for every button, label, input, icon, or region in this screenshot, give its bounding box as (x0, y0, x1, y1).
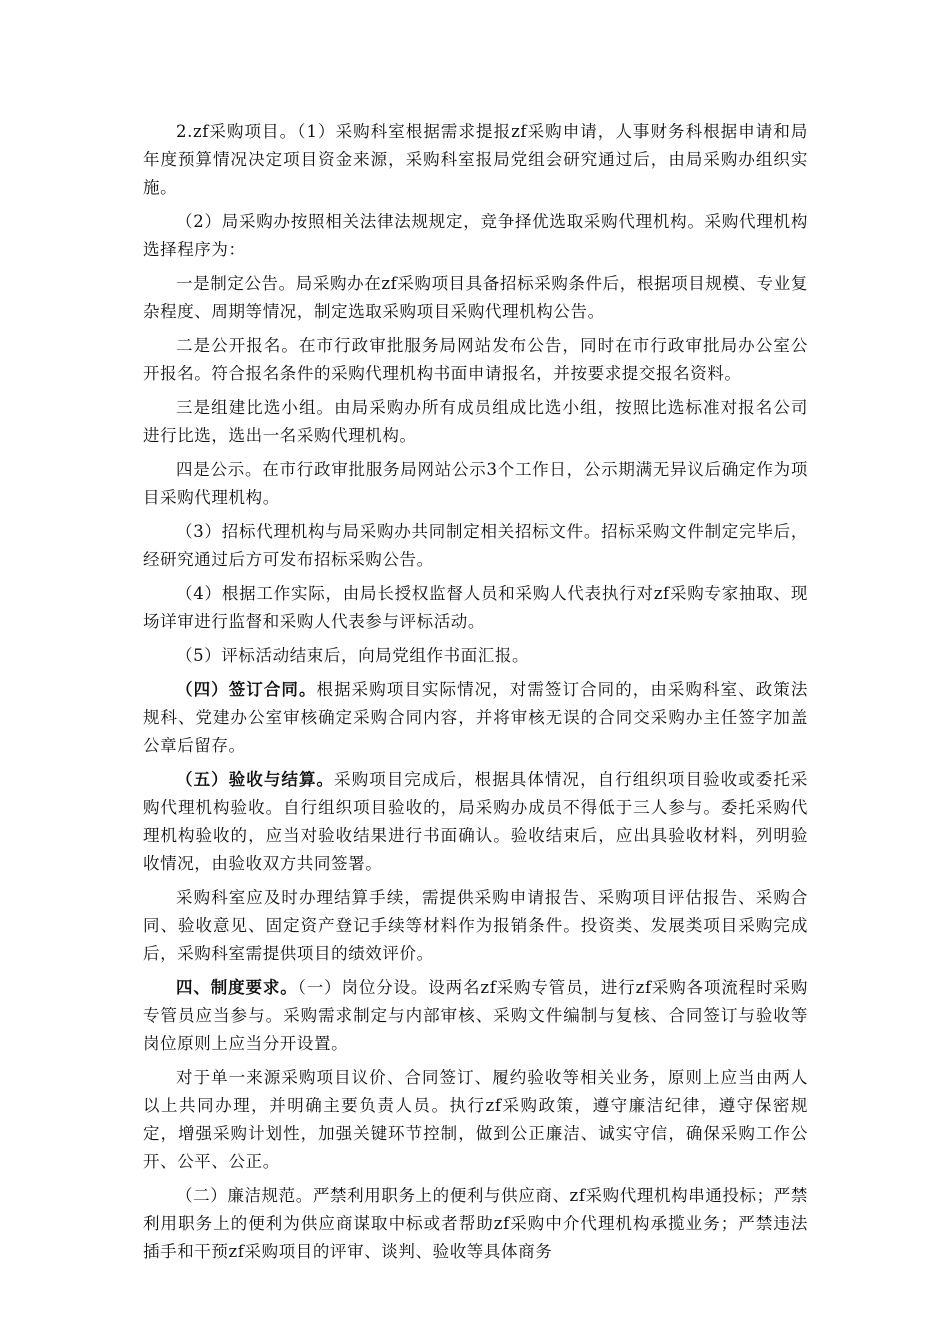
paragraph-8 (143, 580, 808, 636)
paragraph-7 (143, 518, 808, 574)
paragraph-6 (143, 456, 808, 512)
paragraph-text: （4）根据工作实际，由局长授权监督人员和采购人代表执行对zf采购专家抽取、现场详审进行监督和采购人代表参与评标活动。 (143, 584, 808, 631)
paragraph-text: 采购项目完成后，根据具体情况，自行组织项目验收或委托采购代理机构验收。自行组织项目验收的，局采购办成员不得低于三人参与。委托采购代理机构验收的，应当对验收结果进行书面确认。验收结束后，应出具验收材料，列明验收情况，由验收双方共同签署。 (143, 770, 809, 873)
paragraph-text: （2）局采购办按照相关法律法规规定，竞争择优选取采购代理机构。采购代理机构选择程序为： (143, 212, 808, 259)
paragraph-9 (143, 642, 808, 670)
paragraph-text: （一）岗位分设。设两名zf采购专管员，进行zf采购各项流程时采购专管员应当参与。采购需求制定与内部审核、采购文件编制与复核、合同签订与验收等岗位原则上应当分开设置。 (143, 978, 808, 1053)
paragraph-text: （3）招标代理机构与局采购办共同制定相关招标文件。招标采购文件制定完毕后，经研究通过后方可发布招标采购公告。 (143, 522, 808, 569)
paragraph-14 (143, 1064, 808, 1176)
paragraph-text: 二是公开报名。在市行政审批服务局网站发布公告，同时在市行政审批局办公室公开报名。符合报名条件的采购代理机构书面申请报名，并按要求提交报名资料。 (143, 336, 808, 383)
paragraph-text: 四是公示。在市行政审批服务局网站公示3个工作日，公示期满无异议后确定作为项目采购代理机构。 (143, 460, 808, 507)
paragraph-text: （二）廉洁规范。严禁利用职务上的便利与供应商、zf采购代理机构串通投标；严禁利用职务上的便利为供应商谋取中标或者帮助zf采购中介代理机构承揽业务；严禁违法插手和干预zf采购项目的评审、谈判、验收等具体商务 (143, 1186, 808, 1261)
paragraph-2 (143, 208, 808, 264)
paragraph-text: 根据采购项目实际情况，对需签订合同的，由采购科室、政策法规科、党建办公室审核确定采购合同内容，并将审核无误的合同交采购办主任签字加盖公章后留存。 (143, 680, 808, 755)
paragraph-text: 三是组建比选小组。由局采购办所有成员组成比选小组，按照比选标准对报名公司进行比选，选出一名采购代理机构。 (143, 398, 808, 445)
paragraph-text: 对于单一来源采购项目议价、合同签订、履约验收等相关业务，原则上应当由两人以上共同办理，并明确主要负责人员。执行zf采购政策，遵守廉洁纪律，遵守保密规定，增强采购计划性，加强关键环节控制，做到公正廉洁、诚实守信，确保采购工作公开、公平、公正。 (143, 1068, 808, 1171)
paragraph-text: （5）评标活动结束后，向局党组作书面汇报。 (176, 646, 530, 665)
paragraph-5 (143, 394, 808, 450)
document-body (143, 118, 808, 1272)
paragraph-13 (143, 974, 808, 1058)
paragraph-3 (143, 270, 808, 326)
paragraph-text: 采购科室应及时办理结算手续，需提供采购申请报告、采购项目评估报告、采购合同、验收意见、固定资产登记手续等材料作为报销条件。投资类、发展类项目采购完成后，采购科室需提供项目的绩效评价。 (143, 888, 808, 963)
paragraph-15 (143, 1182, 808, 1266)
paragraph-text: 2.zf采购项目。（1）采购科室根据需求提报zf采购申请，人事财务科根据申请和局年度预算情况决定项目资金来源，采购科室报局党组会研究通过后，由局采购办组织实施。 (143, 122, 808, 197)
paragraph-12 (143, 884, 808, 968)
paragraph-text: 一是制定公告。局采购办在zf采购项目具备招标采购条件后，根据项目规模、专业复杂程度、周期等情况，制定选取采购项目采购代理机构公告。 (143, 274, 808, 321)
paragraph-lead: 四、制度要求。 (176, 978, 298, 997)
paragraph-4 (143, 332, 808, 388)
paragraph-10 (143, 676, 808, 760)
paragraph-lead: （五）验收与结算。 (176, 770, 335, 789)
paragraph-lead: （四）签订合同。 (176, 680, 317, 699)
paragraph-1 (143, 118, 808, 202)
paragraph-11 (143, 766, 808, 878)
